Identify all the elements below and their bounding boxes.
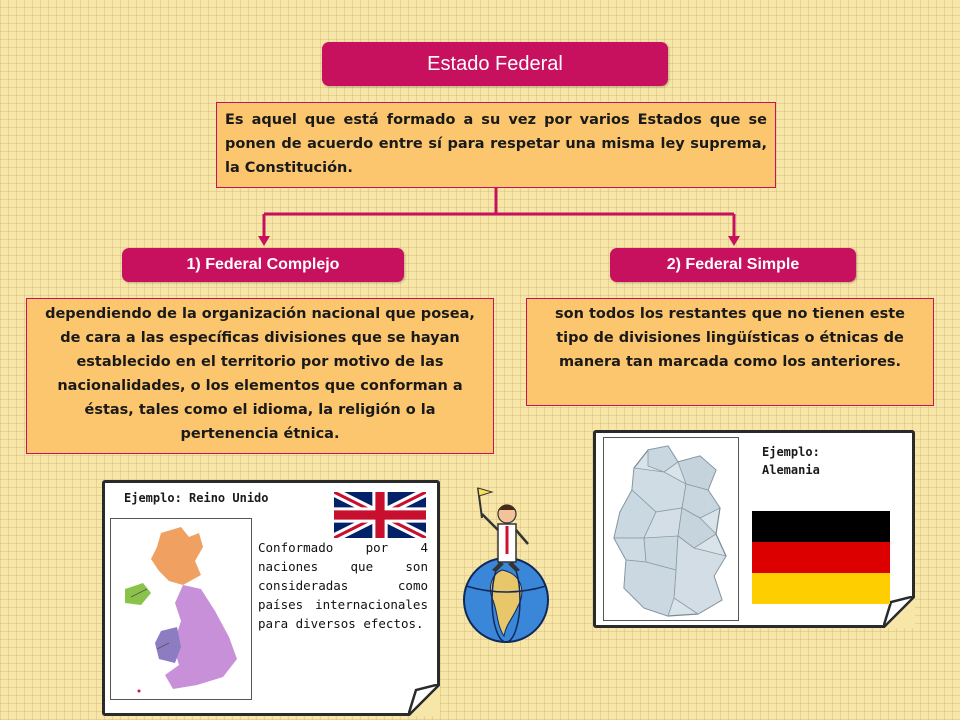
description-text: son todos los restantes que no tienen este tipo de divisiones lingüísticas o étnicas de manera tan marcada como los anteriores. [555, 306, 905, 370]
page-title [322, 42, 668, 86]
germany-flag-icon [752, 511, 890, 604]
branch-federal-complejo [122, 248, 404, 282]
page-curl-icon [408, 684, 440, 716]
description-text: dependiendo de la organización nacional que posea, de cara a las específicas divisiones que se hayan establecido en el territorio por motivo de las nacionalidades, o los elementos que conforman a éstas, tales como el idioma, la religión o la pertenencia étnica. [45, 306, 475, 442]
uk-map-drawing [111, 519, 252, 700]
germany-title-line2: Alemania [762, 463, 820, 477]
germany-map [603, 437, 739, 621]
uk-example-title: Ejemplo: Reino Unido [124, 491, 269, 505]
branch-label: 1) Federal Complejo [186, 256, 340, 273]
uk-map [110, 518, 252, 700]
uk-flag-icon [334, 492, 426, 538]
uk-example-text: Conformado por 4 naciones que son consideradas como países internacionales para diversos efectos. [258, 540, 428, 631]
branch-federal-simple [610, 248, 856, 282]
germany-title-line1: Ejemplo: [762, 445, 820, 459]
definition-text: Es aquel que está formado a su vez por varios Estados que se ponen de acuerdo entre sí para respetar una misma ley suprema, la Constitución. [225, 112, 767, 176]
federal-simple-description [526, 298, 934, 406]
germany-example-title [762, 443, 882, 483]
germany-map-drawing [604, 438, 739, 621]
definition-box [216, 102, 776, 188]
title-text: Estado Federal [427, 52, 563, 75]
branch-label: 2) Federal Simple [666, 256, 800, 273]
federal-complejo-description [26, 298, 494, 454]
man-on-globe-icon [452, 474, 562, 644]
